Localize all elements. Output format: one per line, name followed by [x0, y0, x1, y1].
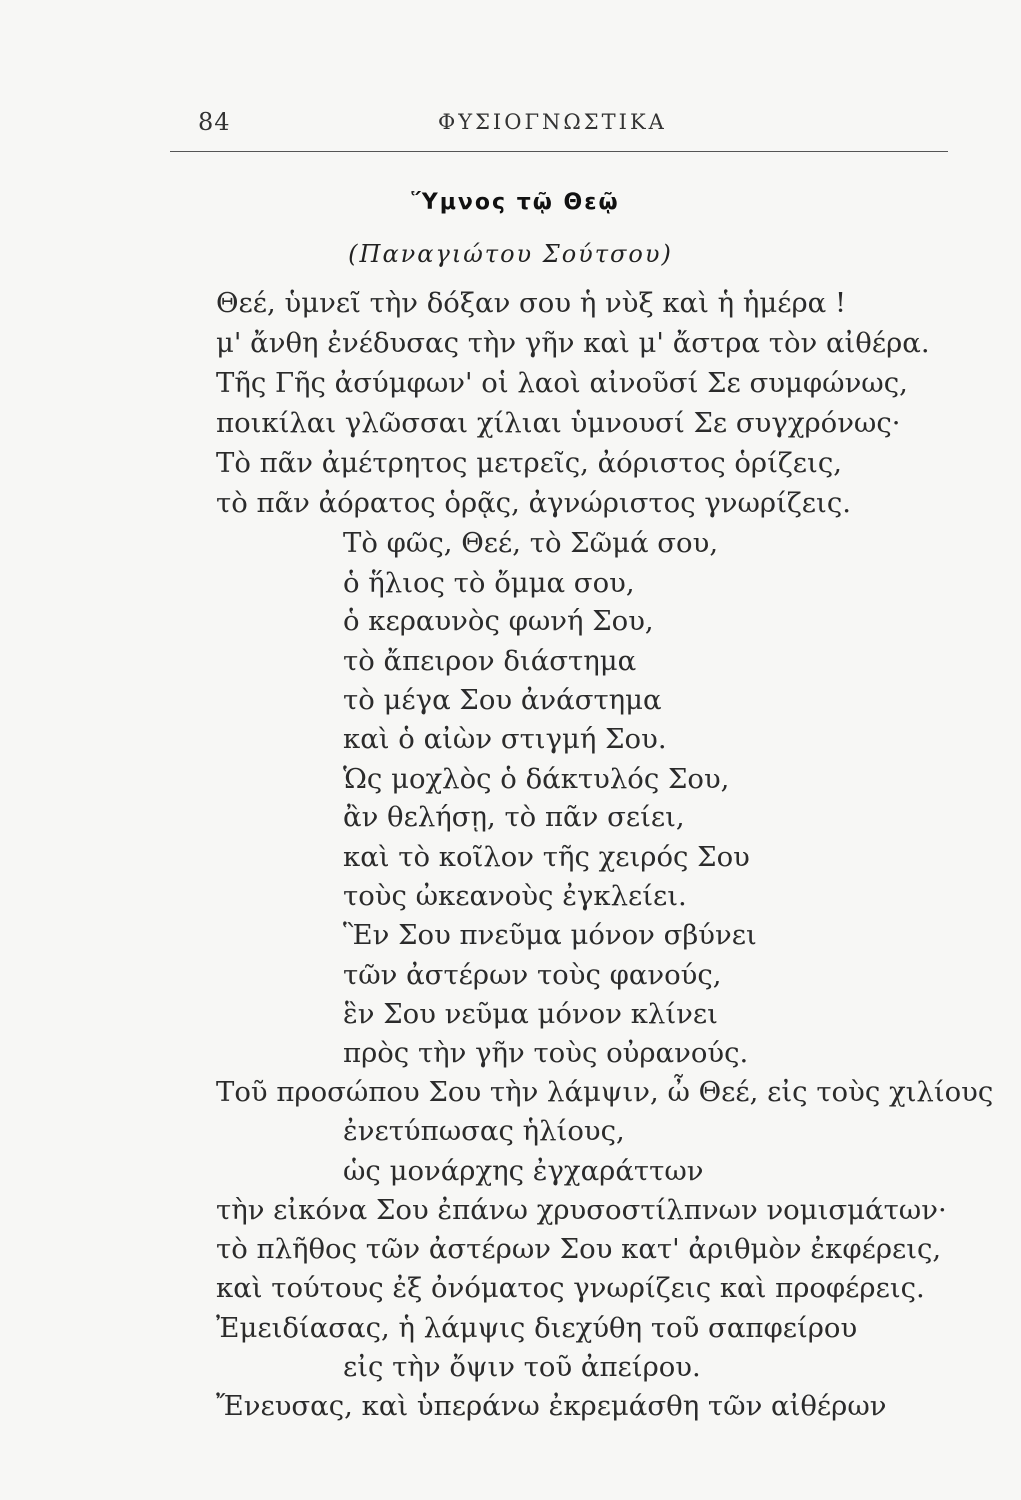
- poem-line: ὁ κεραυνὸς φωνή Σου,: [343, 605, 654, 637]
- poem-line: τὸ πλῆθος τῶν ἀστέρων Σου κατ' ἀριθμὸν ἐκφέρεις,: [216, 1233, 942, 1265]
- poem-line: τὴν εἰκόνα Σου ἐπάνω χρυσοστίλπνων νομισμάτων·: [216, 1194, 947, 1226]
- poem-author: (Παναγιώτου Σούτσου): [348, 240, 673, 268]
- poem-line: Τὸ πᾶν ἀμέτρητος μετρεῖς, ἀόριστος ὁρίζεις,: [216, 447, 842, 479]
- poem-line: τὸ μέγα Σου ἀνάστημα: [343, 684, 662, 716]
- page-number: 84: [198, 108, 231, 136]
- poem-line: ποικίλαι γλῶσσαι χίλιαι ὑμνουσί Σε συγχρόνως·: [216, 407, 901, 439]
- running-title: ΦΥΣΙΟΓΝΩΣΤΙΚΑ: [438, 110, 667, 134]
- poem-line: εἰς τὴν ὄψιν τοῦ ἀπείρου.: [343, 1351, 701, 1383]
- poem-line: τὸ πᾶν ἀόρατος ὁρᾷς, ἀγνώριστος γνωρίζεις.: [216, 487, 851, 519]
- poem-line: τοὺς ὠκεανοὺς ἐγκλείει.: [343, 880, 687, 912]
- poem-line: Ἔνευσας, καὶ ὑπεράνω ἐκρεμάσθη τῶν αἰθέρων: [216, 1390, 887, 1422]
- poem-line: Τῆς Γῆς ἀσύμφων' οἱ λαοὶ αἰνοῦσί Σε συμφώνως,: [216, 367, 908, 399]
- poem-line: καὶ τὸ κοῖλον τῆς χειρός Σου: [343, 841, 750, 873]
- poem-line: καὶ τούτους ἐξ ὀνόματος γνωρίζεις καὶ προφέρεις.: [216, 1272, 925, 1304]
- poem-line: Θεέ, ὑμνεῖ τὴν δόξαν σου ἡ νὺξ καὶ ἡ ἡμέρα !: [216, 287, 846, 319]
- poem-line: ἐνετύπωσας ἡλίους,: [343, 1115, 625, 1147]
- poem-line: ὁ ἥλιος τὸ ὄμμα σου,: [343, 567, 635, 599]
- poem-line: ἓν Σου νεῦμα μόνον κλίνει: [343, 998, 718, 1030]
- poem-line: Ἐμειδίασας, ἡ λάμψις διεχύθη τοῦ σαπφείρου: [216, 1312, 858, 1344]
- poem-line: Ὡς μοχλὸς ὁ δάκτυλός Σου,: [343, 763, 730, 795]
- poem-line: ἂν θελήσῃ, τὸ πᾶν σείει,: [343, 801, 685, 833]
- poem-title: Ὕμνος τῷ Θεῷ: [411, 190, 620, 215]
- poem-line: τῶν ἀστέρων τοὺς φανούς,: [343, 959, 722, 991]
- poem-line: τὸ ἄπειρον διάστημα: [343, 645, 637, 677]
- poem-line: Τὸ φῶς, Θεέ, τὸ Σῶμά σου,: [343, 527, 719, 559]
- poem-line: καὶ ὁ αἰὼν στιγμή Σου.: [343, 723, 667, 755]
- poem-line: ὡς μονάρχης ἐγχαράττων: [343, 1155, 704, 1187]
- poem-line: Ἓν Σου πνεῦμα μόνον σβύνει: [343, 919, 757, 951]
- poem-line: πρὸς τὴν γῆν τοὺς οὐρανούς.: [343, 1037, 749, 1069]
- poem-line: Τοῦ προσώπου Σου τὴν λάμψιν, ὦ Θεέ, εἰς τοὺς χιλίους: [216, 1076, 994, 1108]
- poem-line: μ' ἄνθη ἐνέδυσας τὴν γῆν καὶ μ' ἄστρα τὸν αἰθέρα.: [216, 327, 930, 359]
